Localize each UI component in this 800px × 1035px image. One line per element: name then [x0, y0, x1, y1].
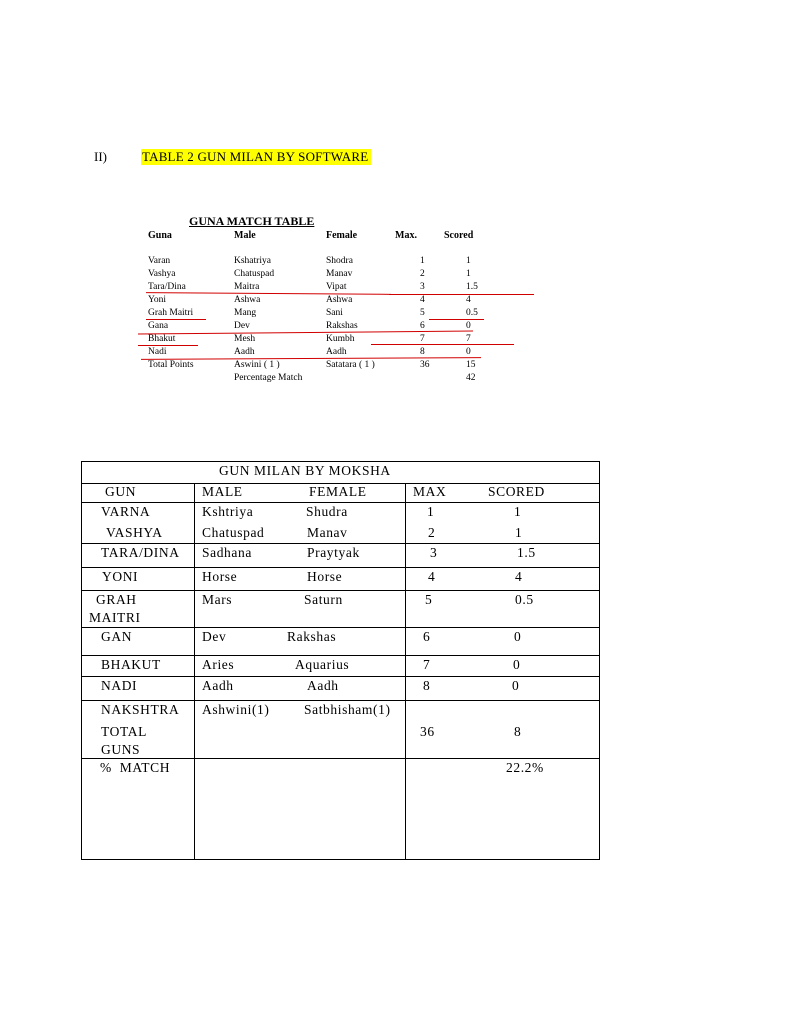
sw-cell: Varan	[148, 256, 171, 266]
sw-header-guna: Guna	[148, 230, 172, 241]
sw-cell: 3	[420, 282, 425, 292]
red-annotation-line	[146, 319, 206, 320]
sw-cell: Maitra	[234, 282, 260, 292]
sw-cell: Bhakut	[148, 334, 176, 344]
cell-max: 3	[430, 545, 438, 560]
cell-scored: 1.5	[517, 545, 536, 560]
sw-cell: Grah Maitri	[148, 308, 194, 318]
sw-cell: 36	[420, 360, 430, 370]
cell-gun: NAKSHTRA	[101, 702, 180, 717]
cell-max: 2	[428, 525, 436, 540]
cell-male: Horse	[202, 569, 238, 584]
software-table-title: GUNA MATCH TABLE	[189, 214, 315, 228]
sw-cell: Ashwa	[234, 295, 261, 305]
sw-cell: Gana	[148, 321, 169, 331]
sw-cell: Vashya	[148, 269, 176, 279]
cell-gun-line2: GUNS	[101, 742, 141, 757]
cell-male: Mars	[202, 592, 233, 607]
sw-cell: Total Points	[148, 360, 194, 370]
sw-cell: Mesh	[234, 334, 256, 344]
sw-cell: 4	[466, 295, 471, 305]
row-divider	[82, 567, 599, 568]
sw-cell: Kshatriya	[234, 256, 271, 266]
red-annotation-line	[389, 294, 534, 295]
column-divider	[405, 483, 406, 860]
cell-gun: GAN	[101, 629, 133, 644]
sw-cell: Kumbh	[326, 334, 355, 344]
sw-cell: Ashwa	[326, 295, 353, 305]
cell-gun: VARNA	[101, 504, 151, 519]
sw-cell: Percentage Match	[234, 373, 303, 383]
cell-scored: 1	[515, 525, 523, 540]
header-male: MALE	[202, 484, 243, 499]
header-scored: SCORED	[488, 484, 545, 499]
sw-cell: Shodra	[326, 256, 353, 266]
section-title-highlighted: TABLE 2 GUN MILAN BY SOFTWARE	[141, 149, 371, 165]
cell-gun: TOTAL	[101, 724, 147, 739]
sw-header-max: Max.	[395, 230, 417, 241]
sw-cell: 1	[466, 256, 471, 266]
cell-gun: TARA/DINA	[101, 545, 180, 560]
sw-cell: Manav	[326, 269, 353, 279]
cell-gun: NADI	[101, 678, 138, 693]
red-annotation-line	[429, 319, 484, 320]
cell-gun: VASHYA	[106, 525, 163, 540]
cell-male: Aries	[202, 657, 235, 672]
cell-scored: 0	[514, 629, 522, 644]
sw-header-female: Female	[326, 230, 358, 241]
sw-cell: Vipat	[326, 282, 347, 292]
sw-cell: Aswini ( 1 )	[234, 360, 280, 370]
cell-male: Sadhana	[202, 545, 252, 560]
cell-scored: 8	[514, 724, 522, 739]
sw-cell: Tara/Dina	[148, 282, 186, 292]
row-divider	[82, 502, 599, 503]
sw-header-scored: Scored	[444, 230, 474, 241]
sw-header-male: Male	[234, 230, 256, 241]
red-annotation-line	[138, 345, 198, 346]
red-annotation-line	[371, 344, 514, 345]
column-divider	[194, 483, 195, 860]
red-annotation-line	[141, 357, 481, 360]
cell-max: 5	[425, 592, 433, 607]
row-divider	[82, 627, 599, 628]
cell-male: Chatuspad	[202, 525, 265, 540]
header-gun: GUN	[105, 484, 137, 499]
sw-cell: Aadh	[326, 347, 347, 357]
cell-max: 6	[423, 629, 431, 644]
row-divider	[82, 655, 599, 656]
row-divider	[82, 590, 599, 591]
sw-cell: 1	[420, 256, 425, 266]
cell-male: Ashwini(1)	[202, 702, 270, 717]
cell-max: 8	[423, 678, 431, 693]
sw-cell: 8	[420, 347, 425, 357]
sw-cell: 15	[466, 360, 476, 370]
cell-scored: 0	[512, 678, 520, 693]
sw-cell: 6	[420, 321, 425, 331]
cell-gun: GRAH	[96, 592, 137, 607]
sw-cell: 2	[420, 269, 425, 279]
sw-cell: Sani	[326, 308, 343, 318]
cell-female: Rakshas	[287, 629, 337, 644]
cell-scored: 0	[513, 657, 521, 672]
cell-scored: 0.5	[515, 592, 534, 607]
sw-cell: Mang	[234, 308, 257, 318]
sw-cell: Nadi	[148, 347, 167, 357]
row-divider	[82, 676, 599, 677]
cell-male: Dev	[202, 629, 227, 644]
sw-cell: 0	[466, 321, 471, 331]
sw-cell: Yoni	[148, 295, 167, 305]
cell-female: Horse	[307, 569, 343, 584]
cell-female: Satbhisham(1)	[304, 702, 391, 717]
cell-female: Aadh	[307, 678, 339, 693]
red-annotation-line	[146, 292, 391, 295]
cell-gun: BHAKUT	[101, 657, 161, 672]
cell-male: Kshtriya	[202, 504, 254, 519]
cell-female: Praytyak	[307, 545, 360, 560]
row-divider	[82, 758, 599, 759]
header-female: FEMALE	[309, 484, 367, 499]
cell-scored: 22.2%	[506, 760, 544, 775]
cell-max: 4	[428, 569, 436, 584]
row-divider	[82, 543, 599, 544]
table-title: GUN MILAN BY MOKSHA	[219, 463, 391, 478]
cell-scored: 4	[515, 569, 523, 584]
sw-cell: Chatuspad	[234, 269, 275, 279]
cell-max: 7	[423, 657, 431, 672]
moksha-gun-milan-table	[81, 461, 600, 860]
sw-cell: 0	[466, 347, 471, 357]
cell-female: Saturn	[304, 592, 343, 607]
cell-scored: 1	[514, 504, 522, 519]
cell-gun-line2: MAITRI	[89, 610, 141, 625]
cell-female: Manav	[307, 525, 348, 540]
sw-cell: 5	[420, 308, 425, 318]
sw-cell: 7	[420, 334, 425, 344]
row-divider	[82, 700, 599, 701]
sw-cell: Dev	[234, 321, 250, 331]
sw-cell: 7	[466, 334, 471, 344]
cell-gun: % MATCH	[100, 760, 171, 775]
sw-cell: 0.5	[466, 308, 478, 318]
software-guna-table	[146, 212, 546, 392]
sw-cell: Aadh	[234, 347, 255, 357]
sw-cell: Satatara ( 1 )	[326, 360, 375, 370]
cell-female: Aquarius	[295, 657, 350, 672]
cell-max: 1	[427, 504, 435, 519]
section-number: II)	[94, 149, 107, 164]
cell-male: Aadh	[202, 678, 234, 693]
sw-cell: Rakshas	[326, 321, 358, 331]
cell-max: 36	[420, 724, 435, 739]
cell-gun: YONI	[102, 569, 139, 584]
sw-cell: 1.5	[466, 282, 478, 292]
sw-cell: 42	[466, 373, 476, 383]
cell-female: Shudra	[306, 504, 348, 519]
sw-cell: 1	[466, 269, 471, 279]
header-max: MAX	[413, 484, 447, 499]
sw-cell: 4	[420, 295, 425, 305]
